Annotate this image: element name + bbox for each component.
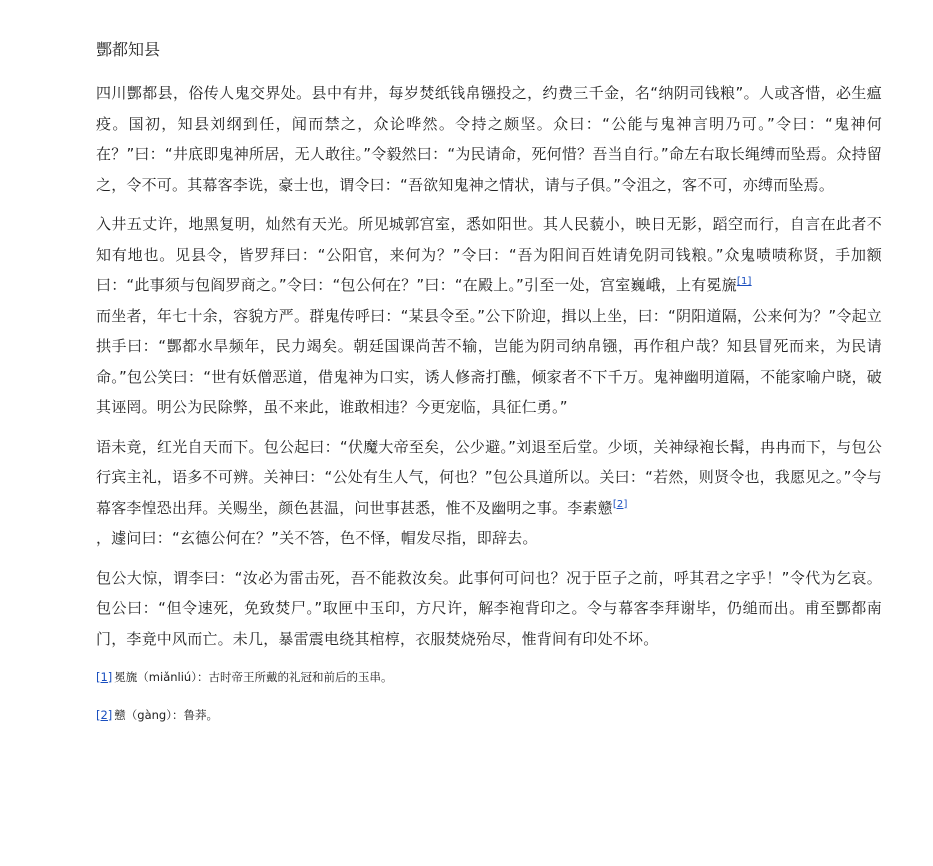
footnote-ref-2[interactable]: [2] (612, 498, 628, 510)
footnote-ref-1[interactable]: [1] (736, 276, 752, 287)
paragraph-3: 而坐者，年七十余，容貌方严。群鬼传呼曰：“某县令至。”公下阶迎，揖以上坐，曰：“阴阳道隔，公来何为？”令起立拱手曰：“酆都水旱频年，民力竭矣。朝廷国课尚苦不输，岂能为阴司纳帛镪，再作租户哉？知县冒死而来，为民请命。”包公笑曰：“世有妖僧恶道，借鬼神为口实，诱人修斋打醮，倾家者不下千万。鬼神幽明道隔，不能家喻户晓，破其诬罔。明公为民除弊，虽不来此，谁敢相违？今更宠临，具征仁勇。” (96, 306, 882, 416)
paragraph-4-text: 语未竟，红光自天而下。包公起曰：“伏魔大帝至矣，公少避。”刘退至后堂。少顷，关神绿袍长髯，冉冉而下，与包公行宾主礼，语多不可辨。关神曰：“公处有生人气，何也？”包公具道所以。关曰：“若然，则贤令也，我愿见之。”令与幕客李惶恐出拜。关赐坐，颜色甚温，问世事甚悉，惟不及幽明之事。李素戆 (96, 437, 882, 517)
footnote-2-text: 戆（gàng）：鲁莽。 (114, 708, 218, 722)
article (96, 38, 882, 742)
article-title: 酆都知县 (96, 40, 161, 59)
paragraph-6: 包公大惊，谓李曰：“汝必为雷击死，吾不能救汝矣。此事何可问也？况于臣子之前，呼其君之字乎！”令代为乞哀。包公曰：“但令速死，免致焚尸。”取匣中玉印，方尺许，解李袍背印之。令与幕客李拜谢毕，仍缒而出。甫至酆都南门，李竟中风而亡。未几，暴雷震电绕其棺椁，衣服焚烧殆尽，惟背间有印处不坏。 (96, 568, 882, 648)
paragraph-2 (96, 209, 882, 301)
footnote-1-link[interactable]: [1] (96, 670, 113, 684)
paragraph-2-text: 入井五丈许，地黑复明，灿然有天光。所见城郭宫室，悉如阳世。其人民藐小，映日无影，蹈空而行，自言在此者不知有地也。见县令，皆罗拜曰：“公阳官，来何为？”令曰：“吾为阳间百姓请免阴司钱粮。”众鬼啧啧称贤，手加额曰：“此事须与包阎罗商之。”令曰：“包公何在？”曰：“在殿上。”引至一处，宫室巍峨，上有冕旒 (96, 215, 882, 294)
footnote-2 (96, 704, 882, 726)
footnote-2-link[interactable]: [2] (96, 708, 113, 722)
paragraph-4 (96, 432, 882, 524)
paragraph-5: ，遽问曰：“玄德公何在？”关不答，色不怿，帽发尽指，即辞去。 (96, 529, 538, 547)
footnote-1-text: 冕旒（miǎnliú）：古时帝王所戴的礼冠和前后的玉串。 (114, 670, 393, 684)
footnotes (96, 666, 882, 726)
footnote-1 (96, 666, 882, 688)
paragraph-1: 四川酆都县，俗传人鬼交界处。县中有井，每岁焚纸钱帛镪投之，约费三千金，名“纳阴司钱粮”。人或吝惜，必生瘟疫。国初，知县刘纲到任，闻而禁之，众论哗然。令持之颇坚。众曰：“公能与鬼神言明乃可。”令曰：“鬼神何在？”曰：“井底即鬼神所居，无人敢往。”令毅然曰：“为民请命，死何惜？吾当自行。”命左右取长绳缚而坠焉。众持留之，令不可。其幕客李诜，豪士也，谓令曰：“吾欲知鬼神之情状，请与子俱。”令沮之，客不可，亦缚而坠焉。 (96, 84, 882, 194)
